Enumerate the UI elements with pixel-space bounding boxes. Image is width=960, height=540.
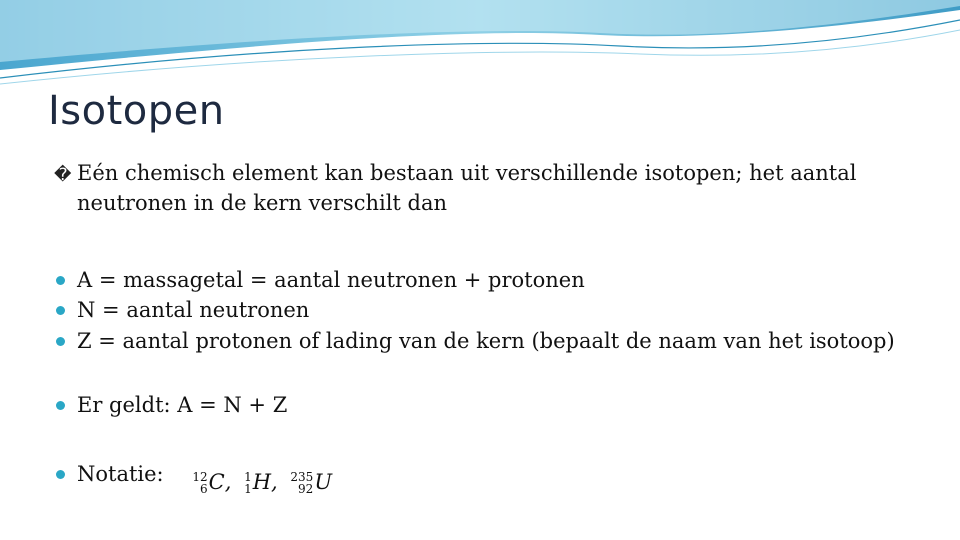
nuclide-uranium: [290, 467, 332, 497]
definition-item: [56, 326, 896, 356]
intro-text: Eén chemisch element kan bestaan uit verschillende isotopen; het aantal neutronen in de kern verschilt dan: [77, 161, 857, 216]
bullet-dot-icon: [56, 401, 65, 410]
notation-label: Notatie:: [77, 461, 164, 486]
mass-number: 1: [244, 469, 252, 484]
slide-body: [56, 158, 896, 498]
bullet-dot-icon: [56, 306, 65, 315]
notation-item: [56, 459, 896, 498]
missing-glyph-bullet-icon: �: [54, 165, 72, 185]
separator: ,: [271, 470, 278, 495]
nuclide-hydrogen: [244, 467, 278, 497]
bullet-dot-icon: [56, 276, 65, 285]
bullet-dot-icon: [56, 337, 65, 346]
definition-text: A = massagetal = aantal neutronen + protonen: [77, 267, 585, 292]
bullet-dot-icon: [56, 470, 65, 479]
separator: ,: [224, 470, 232, 495]
element-symbol: H: [252, 470, 272, 495]
relation-text: Er geldt: A = N + Z: [77, 393, 288, 418]
definition-text: Z = aantal protonen of lading van de kern (bepaalt de naam van het isotoop): [77, 328, 895, 353]
element-symbol: C: [208, 470, 225, 495]
mass-number: 12: [192, 469, 208, 484]
nuclide-carbon: [192, 467, 231, 497]
definition-item: [56, 265, 896, 295]
relation-item: [56, 390, 896, 420]
definition-item: [56, 295, 896, 325]
definition-text: N = aantal neutronen: [77, 298, 310, 323]
intro-bullet-item: [56, 158, 896, 219]
mass-number: 235: [290, 469, 314, 484]
header-wave-decoration: [0, 0, 960, 90]
atomic-number: 92: [298, 481, 314, 496]
atomic-number: 1: [244, 481, 252, 496]
atomic-number: 6: [199, 481, 208, 496]
slide-title: Isotopen: [48, 88, 225, 134]
element-symbol: U: [314, 470, 333, 495]
